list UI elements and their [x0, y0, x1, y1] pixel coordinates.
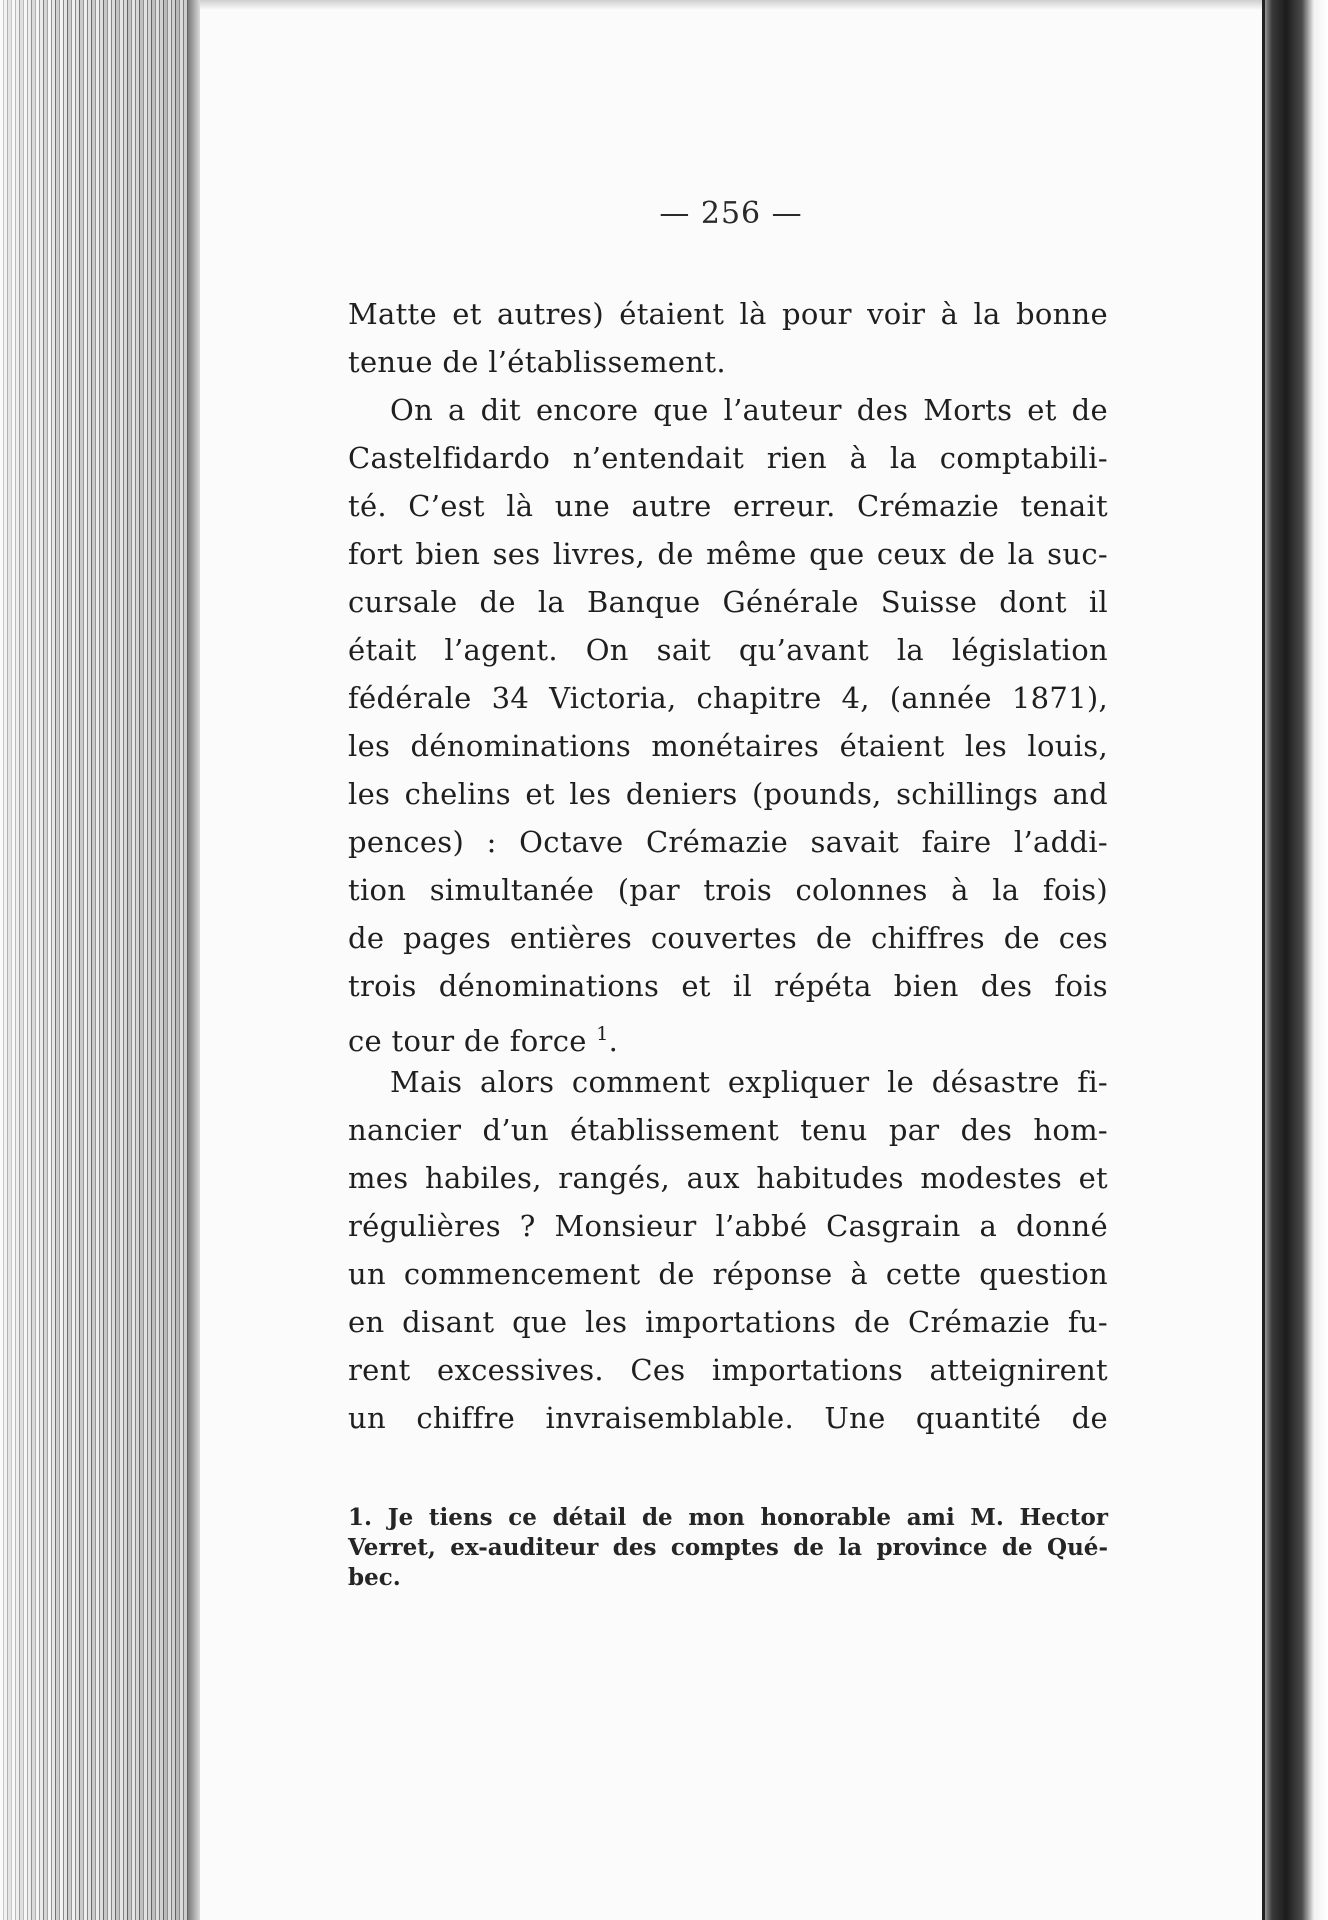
text-line: té. C’est là une autre erreur. Crémazie tenait	[348, 489, 1108, 523]
text-line: Mais alors comment expliquer le désastre fi-	[390, 1065, 1108, 1099]
text-line: Castelfidardo n’entendait rien à la comptabili-	[348, 441, 1108, 475]
text-line: trois dénominations et il répéta bien des fois	[348, 969, 1108, 1003]
body-text	[348, 290, 1108, 1442]
right-page-edge	[1262, 0, 1328, 1920]
page-number: — 256 —	[659, 196, 803, 231]
text-line: mes habiles, rangés, aux habitudes modestes et	[348, 1161, 1108, 1195]
footnote-line: 1. Je tiens ce détail de mon honorable ami M. Hector	[348, 1504, 1108, 1531]
text-line: nancier d’un établissement tenu par des hom-	[348, 1113, 1108, 1147]
text-line: Matte et autres) étaient là pour voir à la bonne	[348, 297, 1108, 331]
text-line: de pages entières couvertes de chiffres de ces	[348, 921, 1108, 955]
footnote-ref: 1	[596, 1023, 609, 1045]
text-line: un chiffre invraisemblable. Une quantité de	[348, 1401, 1108, 1435]
text-line: un commencement de réponse à cette question	[348, 1257, 1108, 1291]
text-line: les chelins et les deniers (pounds, schillings and	[348, 777, 1108, 811]
footnote-ref-suffix: .	[608, 1024, 619, 1058]
text-line: était l’agent. On sait qu’avant la législation	[348, 633, 1108, 667]
text-line: fort bien ses livres, de même que ceux de la suc-	[348, 537, 1108, 571]
text-line-with-footnote-ref	[348, 1010, 1108, 1058]
text-line: en disant que les importations de Crémazie fu-	[348, 1305, 1108, 1339]
text-line: ce tour de force	[348, 1024, 587, 1058]
text-line: régulières ? Monsieur l’abbé Casgrain a donné	[348, 1209, 1108, 1243]
top-shadow	[200, 0, 1262, 10]
footnote-line: bec.	[348, 1564, 401, 1591]
text-line: pences) : Octave Crémazie savait faire l’addi-	[348, 825, 1108, 859]
text-line: rent excessives. Ces importations atteignirent	[348, 1353, 1108, 1387]
footnote-line: Verret, ex-auditeur des comptes de la province de Qué-	[348, 1534, 1108, 1561]
right-edge-line	[1262, 0, 1265, 1920]
text-line: les dénominations monétaires étaient les louis,	[348, 729, 1108, 763]
text-line: tion simultanée (par trois colonnes à la fois)	[348, 873, 1108, 907]
text-line: On a dit encore que l’auteur des Morts et de	[390, 393, 1108, 427]
footnote	[348, 1503, 1108, 1593]
text-line: fédérale 34 Victoria, chapitre 4, (année 1871),	[348, 681, 1108, 715]
text-line: tenue de l’établissement.	[348, 345, 726, 379]
book-page-edges	[0, 0, 195, 1920]
text-line: cursale de la Banque Générale Suisse dont il	[348, 585, 1108, 619]
